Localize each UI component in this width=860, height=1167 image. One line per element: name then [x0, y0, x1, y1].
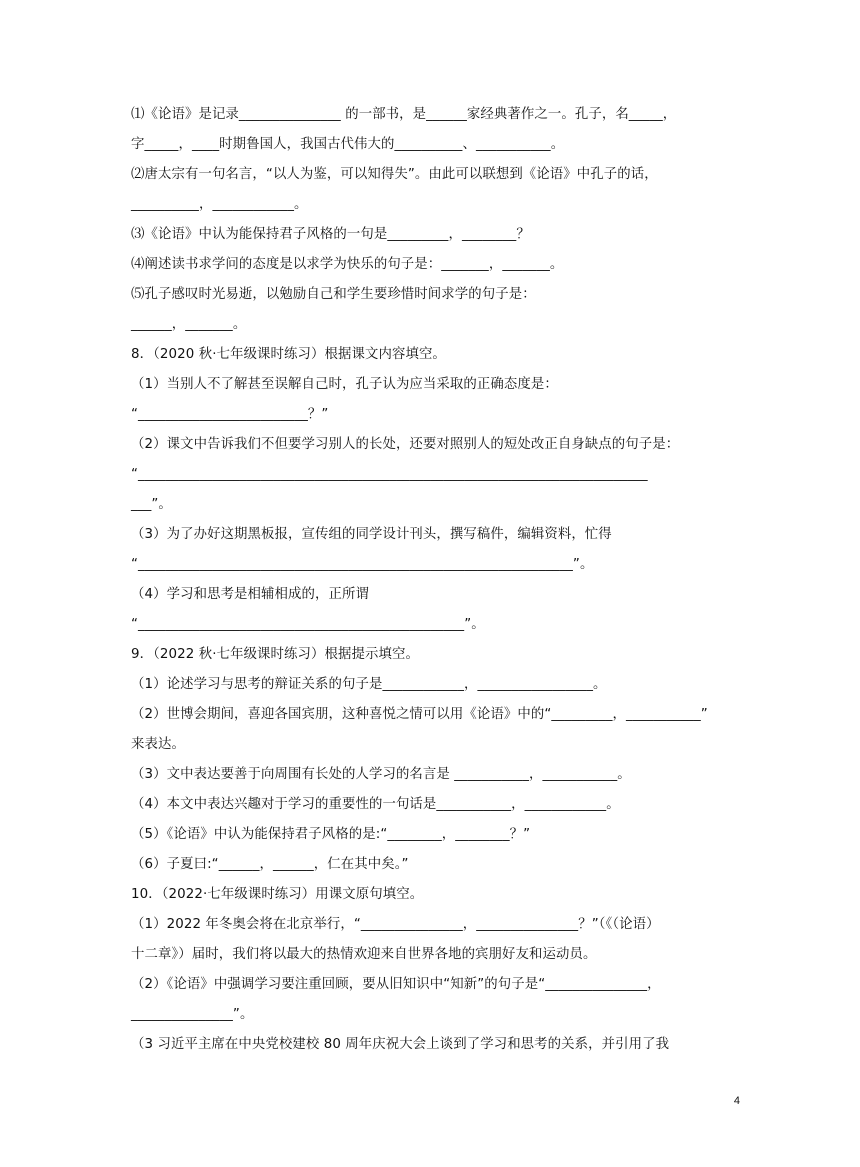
text-line: 字_____，____时期鲁国人，我国古代伟大的__________、___________。	[131, 137, 565, 152]
text-line: （3）为了办好这期黑板报，宣传组的同学设计刊头，撰写稿件，编辑资料，忙得	[131, 527, 612, 542]
text-line: __________，____________。	[131, 197, 308, 212]
text-line: （6）子夏曰:“______，______，仁在其中矣。”	[131, 857, 409, 872]
question-heading: 10．（2022·七年级课时练习）用课文原句填空。	[131, 887, 424, 902]
text-line: （2）世博会期间，喜迎各国宾朋，这种喜悦之情可以用《论语》中的“_________，___________”	[131, 707, 708, 722]
text-line: （1）2022 年冬奥会将在北京举行，“_______________，_______________？”（《（论语）	[131, 917, 660, 932]
text-line: （2）课文中告诉我们不但要学习别人的长处，还要对照别人的短处改正自身缺点的句子是：	[131, 437, 680, 452]
text-line: “___________________________________________________________________________	[131, 467, 648, 482]
text-line: “________________________________________________________________”。	[131, 557, 594, 572]
text-line: “_________________________？”	[131, 407, 329, 422]
text-line: ⑶《论语》中认为能保持君子风格的一句是_________，________？	[131, 227, 530, 242]
text-line: ⑷阐述读书求学问的态度是以求学为快乐的句子是：_______，_______。	[131, 257, 564, 272]
text-line: （3）文中表达要善于向周围有长处的人学习的名言是 ___________，___________。	[131, 767, 631, 782]
text-line: （2）《论语》中强调学习要注重回顾，要从旧知识中“知新”的句子是“_______________，	[131, 977, 661, 992]
page-number: 4	[733, 1095, 740, 1107]
text-line: （4）本文中表达兴趣对于学习的重要性的一句话是___________，____________。	[131, 797, 620, 812]
text-line: ⑴《论语》是记录_______________ 的一部书，是______家经典著作之一。孔子，名_____，	[131, 107, 677, 122]
text-line: ______，_______。	[131, 317, 247, 332]
question-heading: 9．（2022 秋·七年级课时练习）根据提示填空。	[131, 647, 419, 662]
text-line: 来表达。	[131, 737, 185, 752]
text-line: ___”。	[131, 497, 172, 512]
text-line: 十二章》）届时，我们将以最大的热情欢迎来自世界各地的宾朋好友和运动员。	[131, 947, 597, 962]
text-line: （5）《论语》中认为能保持君子风格的是:“________，________？”	[131, 827, 531, 842]
text-line: （4）学习和思考是相辅相成的，正所谓	[131, 587, 369, 602]
text-line: ⑸孔子感叹时光易逝，以勉励自己和学生要珍惜时间求学的句子是：	[131, 287, 536, 302]
text-line: ⑵唐太宗有一句名言，“以人为鉴，可以知得失”。由此可以联想到《论语》中孔子的话，	[131, 167, 658, 182]
question-heading: 8．（2020 秋·七年级课时练习）根据课文内容填空。	[131, 347, 446, 362]
text-line: （1）论述学习与思考的辩证关系的句子是____________，_________________。	[131, 677, 607, 692]
text-line: “________________________________________________”。	[131, 617, 485, 632]
text-line: _______________”。	[131, 1007, 254, 1022]
page-content	[131, 100, 731, 1060]
text-line: （1）当别人不了解甚至误解自己时，孔子认为应当采取的正确态度是：	[131, 377, 558, 392]
text-line: （3 习近平主席在中央党校建校 80 周年庆祝大会上谈到了学习和思考的关系，并引用了我	[131, 1037, 670, 1052]
